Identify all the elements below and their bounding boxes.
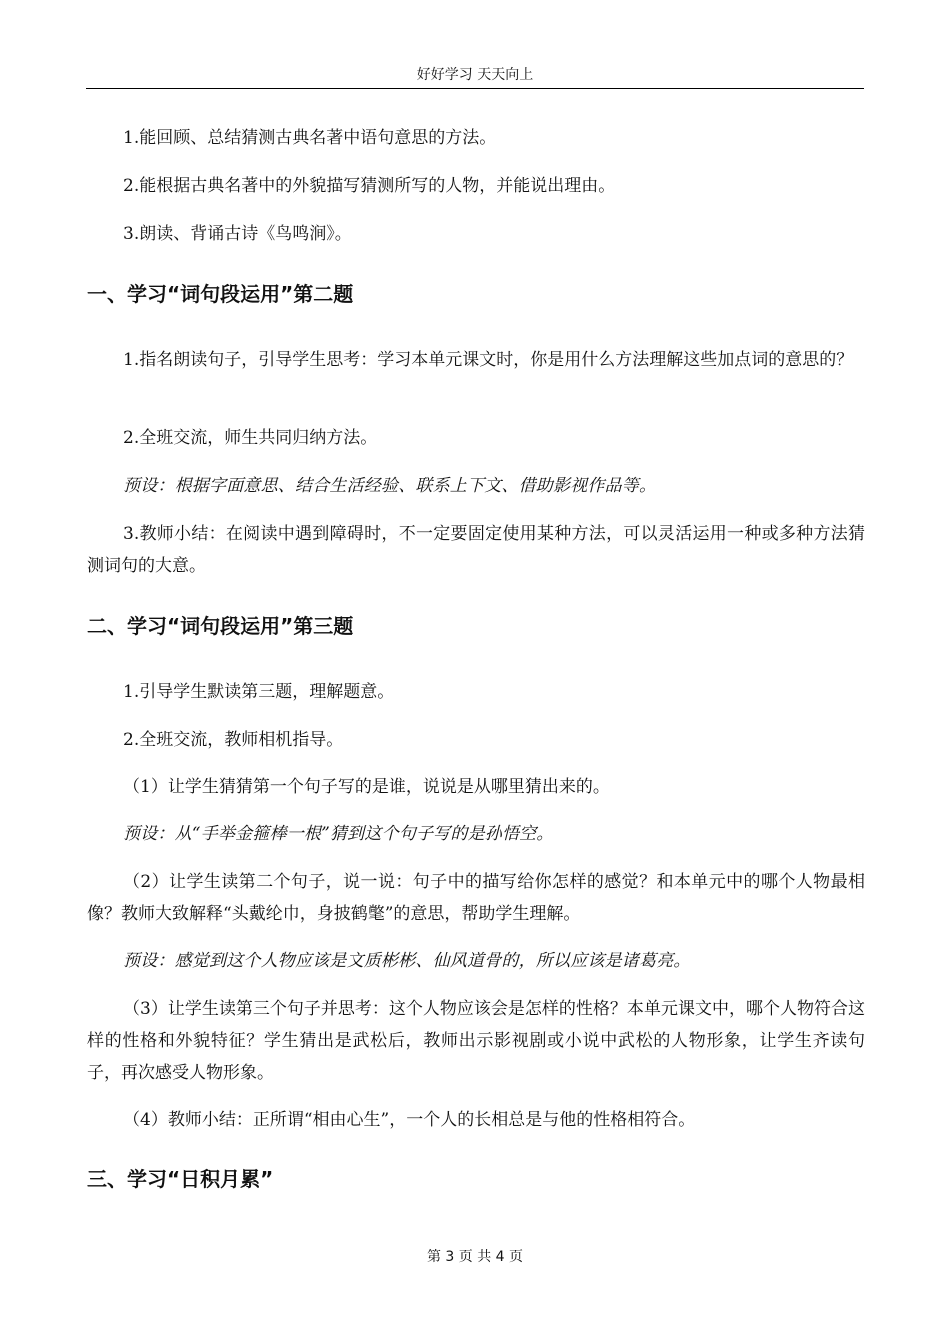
section-heading: 一、学习“词句段运用”第二题 <box>87 282 354 306</box>
paragraph: 3.教师小结：在阅读中遇到障碍时，不一定要固定使用某种方法，可以灵活运用一种或多种方法猜测词句的大意。 <box>87 524 865 576</box>
objective-item: 2.能根据古典名著中的外貌描写猜测所写的人物，并能说出理由。 <box>123 176 616 196</box>
paragraph: 2.全班交流，师生共同归纳方法。 <box>123 428 378 448</box>
page-footer: 第 3 页 共 4 页 <box>426 1249 524 1265</box>
paragraph: （1）让学生猜猜第一个句子写的是谁，说说是从哪里猜出来的。 <box>123 777 610 797</box>
preset-answer: 预设：根据字面意思、结合生活经验、联系上下文、借助影视作品等。 <box>123 476 657 496</box>
objective-item: 3.朗读、背诵古诗《鸟鸣涧》。 <box>123 224 352 244</box>
objective-item: 1.能回顾、总结猜测古典名著中语句意思的方法。 <box>123 128 497 148</box>
paragraph: 2.全班交流，教师相机指导。 <box>123 730 344 750</box>
section-heading: 二、学习“词句段运用”第三题 <box>87 614 354 638</box>
paragraph: （2）让学生读第二个句子，说一说：句子中的描写给你怎样的感觉？和本单元中的哪个人物最相像？教师大致解释“头戴纶巾，身披鹤氅”的意思，帮助学生理解。 <box>87 872 865 924</box>
paragraph: 1.引导学生默读第三题，理解题意。 <box>123 682 395 702</box>
page-header: 好好学习 天天向上 <box>416 67 534 83</box>
section-heading: 三、学习“日积月累” <box>87 1167 274 1191</box>
preset-answer: 预设：从“手举金箍棒一根”猜到这个句子写的是孙悟空。 <box>123 824 554 844</box>
paragraph: 1.指名朗读句子，引导学生思考：学习本单元课文时，你是用什么方法理解这些加点词的意思的？ <box>123 350 854 370</box>
paragraph: （4）教师小结：正所谓“相由心生”，一个人的长相总是与他的性格相符合。 <box>123 1110 696 1130</box>
paragraph: （3）让学生读第三个句子并思考：这个人物应该会是怎样的性格？本单元课文中，哪个人物符合这样的性格和外貌特征？学生猜出是武松后，教师出示影视剧或小说中武松的人物形象，让学生齐读句子，再次感受人物形象。 <box>87 999 865 1083</box>
preset-answer: 预设：感觉到这个人物应该是文质彬彬、仙风道骨的，所以应该是诸葛亮。 <box>123 951 691 971</box>
header-divider <box>86 88 864 89</box>
